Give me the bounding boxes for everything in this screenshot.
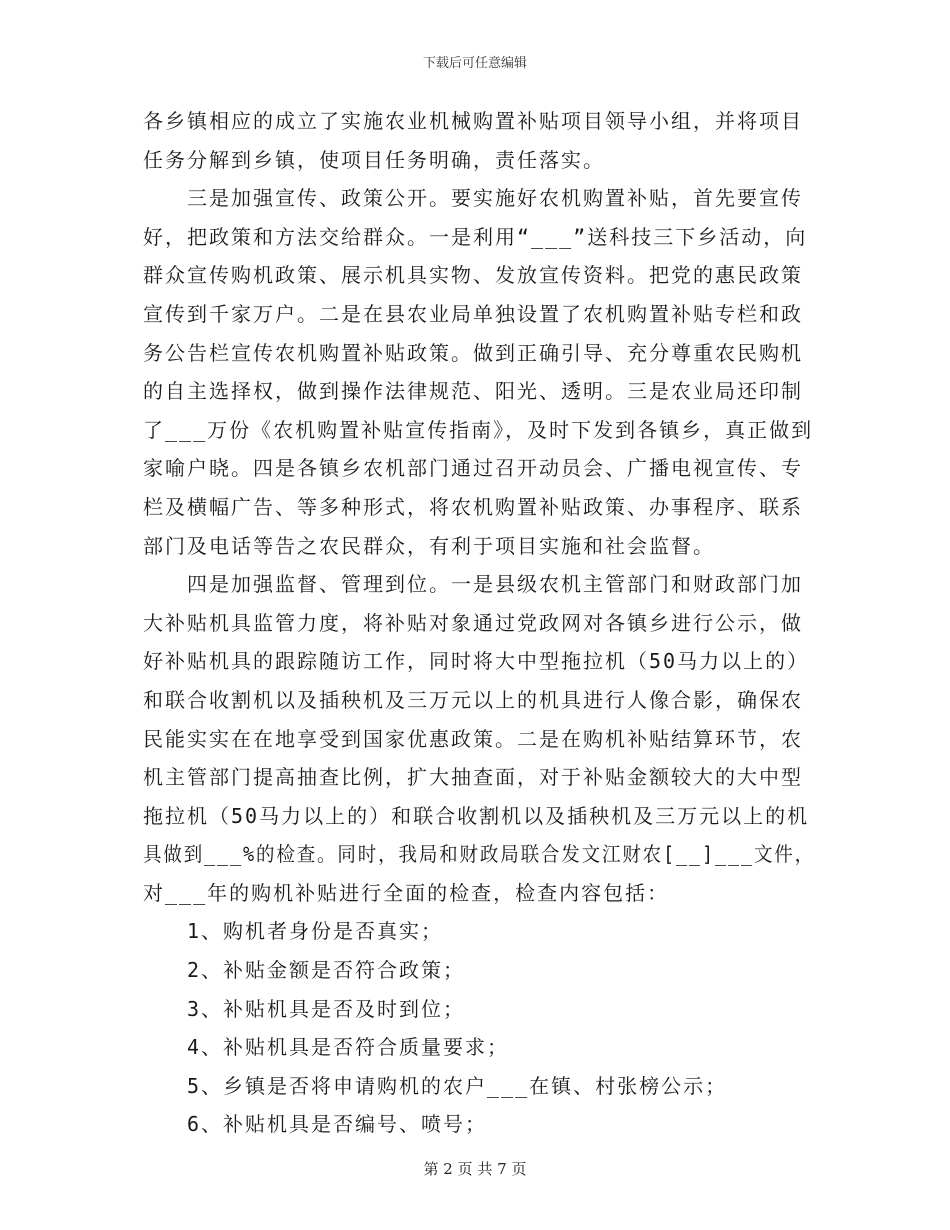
text-line: 各乡镇相应的成立了实施农业机械购置补贴项目领导小组，并将项目 bbox=[143, 109, 803, 133]
text-line: 的自主选择权，做到操作法律规范、阳光、透明。三是农业局还印制 bbox=[143, 379, 803, 404]
text-line: 部门及电话等告之农民群众，有利于项目实施和社会监督。 bbox=[143, 533, 715, 558]
text-line: 群众宣传购机政策、展示机具实物、发放宣传资料。把党的惠民政策 bbox=[143, 263, 803, 288]
text-line: 栏及横幅广告、等多种形式，将农机购置补贴政策、办事程序、联系 bbox=[143, 494, 803, 519]
text-line: 务公告栏宣传农机购置补贴政策。做到正确引导、充分尊重农民购机 bbox=[143, 340, 803, 365]
text-line: 4、补贴机具是否符合质量要求； bbox=[187, 1035, 510, 1060]
text-line: 6、补贴机具是否编号、喷号； bbox=[187, 1112, 488, 1137]
page-header: 下载后可任意编辑 bbox=[422, 56, 527, 71]
text-line: 5、乡镇是否将申请购机的农户___在镇、村张榜公示； bbox=[187, 1073, 728, 1098]
text-line: 四是加强监督、管理到位。一是县级农机主管部门和财政部门加 bbox=[187, 572, 803, 597]
text-line: 三是加强宣传、政策公开。要实施好农机购置补贴，首先要宣传 bbox=[187, 186, 803, 211]
text-line: 机主管部门提高抽查比例，扩大抽查面，对于补贴金额较大的大中型 bbox=[143, 765, 803, 790]
text-line: 大补贴机具监管力度，将补贴对象通过党政网对各镇乡进行公示，做 bbox=[143, 610, 803, 635]
text-line: 3、补贴机具是否及时到位； bbox=[187, 996, 466, 1021]
page-number: 第 2 页 共 7 页 bbox=[423, 1160, 527, 1178]
text-line: 家喻户晓。四是各镇乡农机部门通过召开动员会、广播电视宣传、专 bbox=[143, 456, 803, 481]
text-line: 对___年的购机补贴进行全面的检查，检查内容包括： bbox=[143, 880, 670, 905]
text-line: 具做到___%的检查。同时，我局和财政局联合发文江财农[__]___文件， bbox=[143, 842, 815, 867]
text-line: 了___万份《农机购置补贴宣传指南》，及时下发到各镇乡，真正做到 bbox=[143, 417, 814, 442]
text-line: 好补贴机具的跟踪随访工作，同时将大中型拖拉机（50马力以上的） bbox=[143, 649, 810, 674]
text-line: 民能实实在在地享受到国家优惠政策。二是在购机补贴结算环节，农 bbox=[143, 726, 803, 751]
text-line: 好，把政策和方法交给群众。一是利用“___”送科技三下乡活动，向 bbox=[143, 224, 808, 249]
text-line: 任务分解到乡镇，使项目任务明确，责任落实。 bbox=[143, 147, 605, 172]
text-line: 宣传到千家万户。二是在县农业局单独设置了农机购置补贴专栏和政 bbox=[143, 301, 803, 326]
text-line: 2、补贴金额是否符合政策； bbox=[187, 958, 466, 983]
text-line: 和联合收割机以及插秧机及三万元以上的机具进行人像合影，确保农 bbox=[143, 687, 803, 712]
document-body bbox=[143, 102, 815, 1144]
text-line: 1、购机者身份是否真实； bbox=[187, 919, 444, 944]
text-line: 拖拉机（50马力以上的）和联合收割机以及插秧机及三万元以上的机 bbox=[143, 803, 810, 828]
